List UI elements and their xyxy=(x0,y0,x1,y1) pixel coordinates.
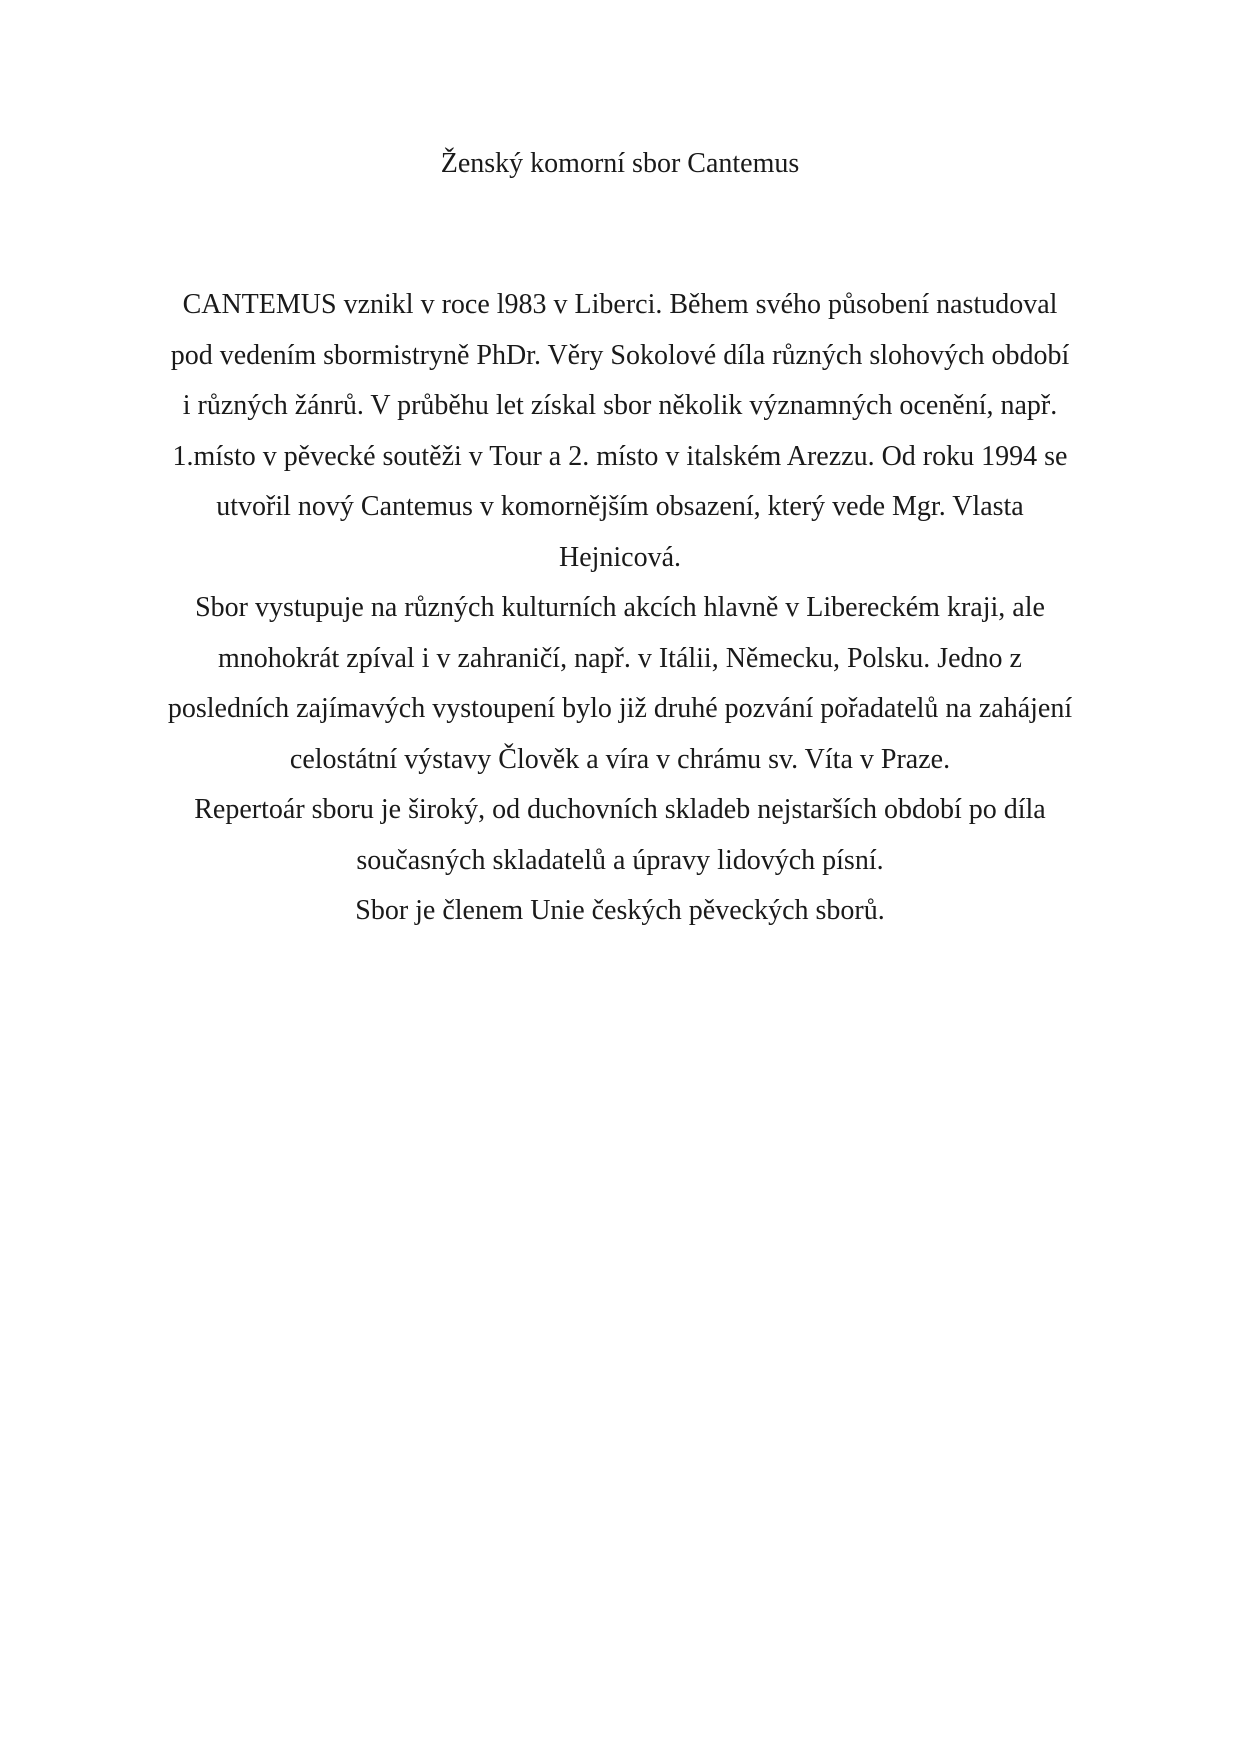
text-line: i různých žánrů. V průběhu let získal sbor několik významných ocenění, např. xyxy=(182,390,1058,421)
document-title: Ženský komorní sbor Cantemus xyxy=(440,148,800,179)
text-line: mnohokrát zpíval i v zahraničí, např. v Itálii, Německu, Polsku. Jedno z xyxy=(217,642,1022,674)
text-line: pod vedením sbormistryně PhDr. Věry Sokolové díla různých slohových období xyxy=(170,339,1070,371)
text-line: 1.místo v pěvecké soutěži v Tour a 2. místo v italském Arezzu. Od roku 1994 se xyxy=(172,440,1068,472)
text-line: CANTEMUS vznikl v roce l983 v Liberci. Během svého působení nastudoval xyxy=(182,289,1058,320)
text-line: Repertoár sboru je široký, od duchovních skladeb nejstarších období po díla xyxy=(194,794,1046,825)
text-line: posledních zajímavých vystoupení bylo již druhé pozvání pořadatelů na zahájení xyxy=(167,693,1073,724)
text-line: Sbor vystupuje na různých kulturních akcích hlavně v Libereckém kraji, ale xyxy=(195,592,1045,623)
text-line: Hejnicová. xyxy=(558,541,682,573)
text-line: Sbor je členem Unie českých pěveckých sborů. xyxy=(355,895,885,926)
document-body xyxy=(130,280,1110,937)
text-line: utvořil nový Cantemus v komornějším obsazení, který vede Mgr. Vlasta xyxy=(216,491,1024,522)
text-line: současných skladatelů a úpravy lidových písní. xyxy=(356,844,884,876)
text-line: celostátní výstavy Člověk a víra v chrámu sv. Víta v Praze. xyxy=(289,743,951,775)
